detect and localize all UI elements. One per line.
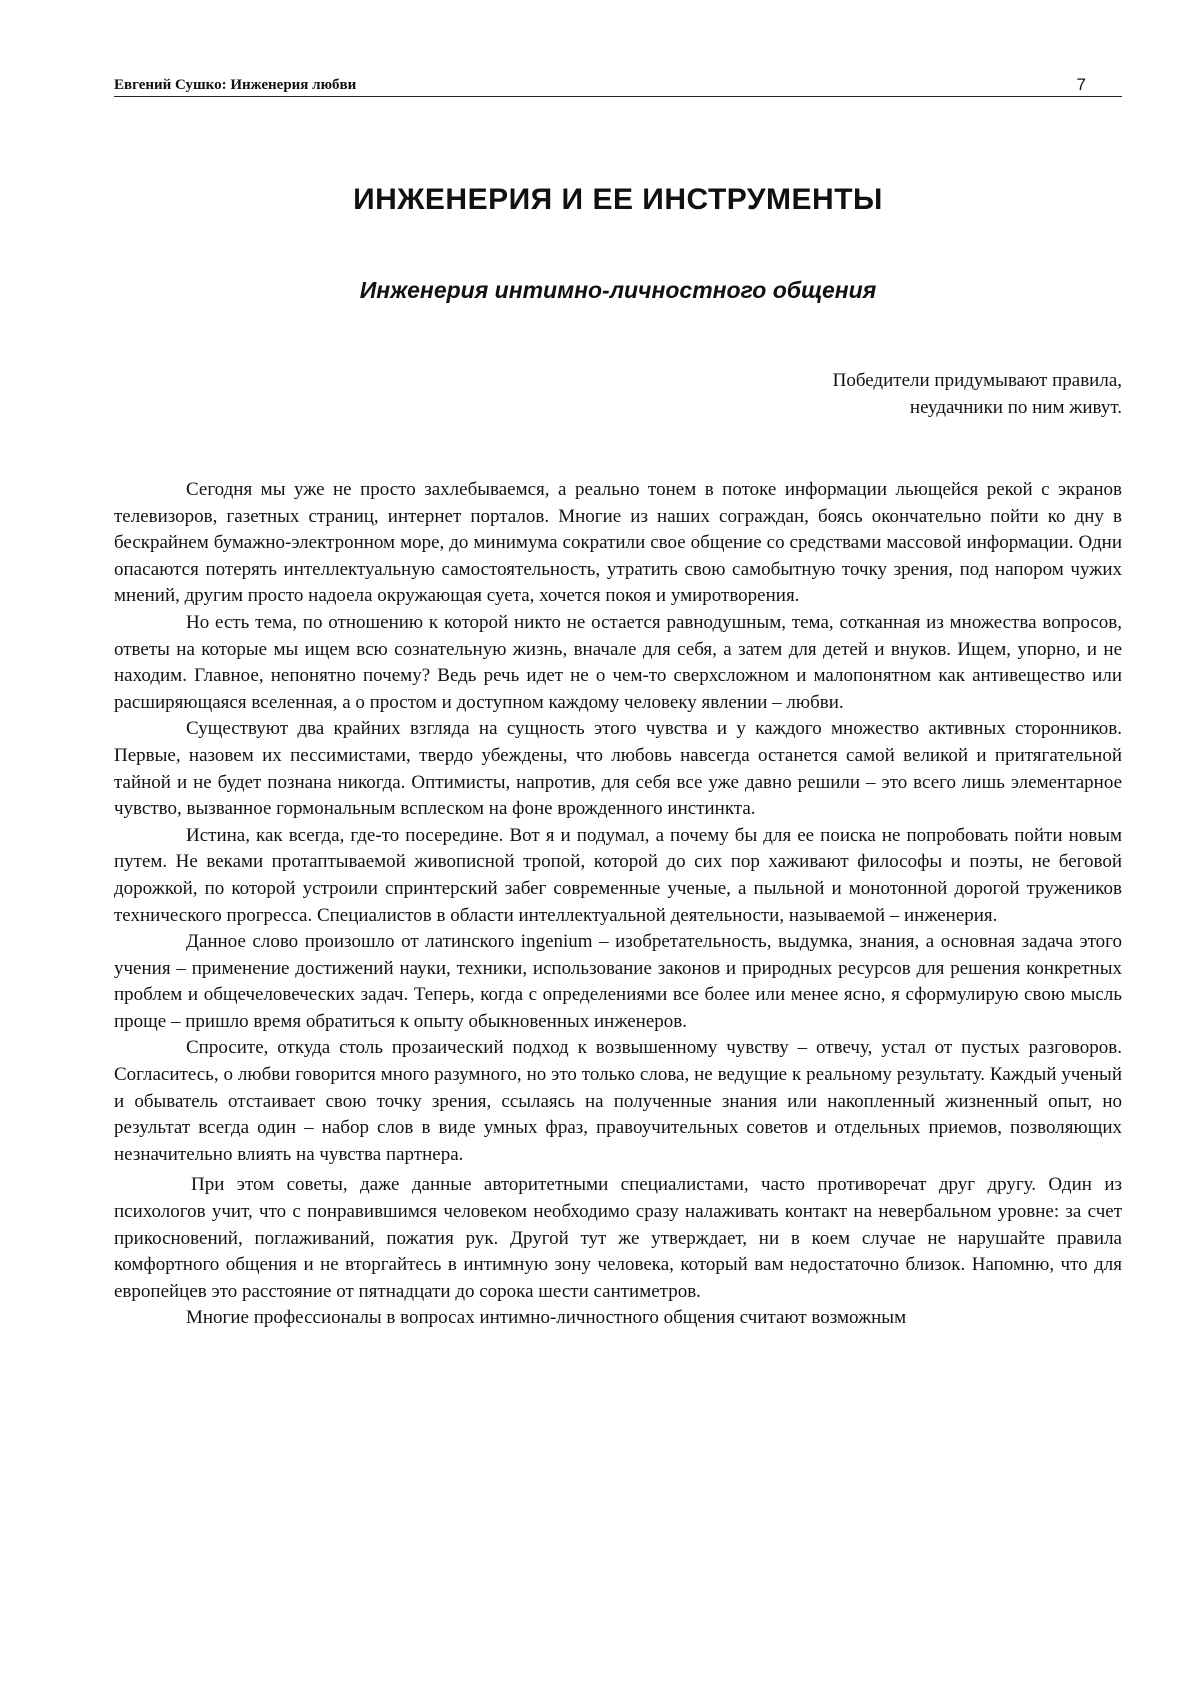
paragraph: Данное слово произошло от латинского ingenium – изобретательность, выдумка, знания, а основная задача этого учения – применение достижений науки, техники, использование законов и природных ресурсов для решения конкретных проблем и общечеловеческих задач. Теперь, когда с определениями все более или менее ясно, я сформулирую свою мысль проще – пришло время обратиться к опыту обыкновенных инженеров. [114, 931, 1122, 1032]
paragraph: Спросите, откуда столь прозаический подход к возвышенному чувству – отвечу, устал от пустых разговоров. Согласитесь, о любви говорится много разумного, но это только слова, не ведущие к реальному результату. Каждый ученый и обыватель отстаивает свою точку зрения, ссылаясь на полученные знания или накопленный жизненный опыт, но результат всегда один – набор слов в виде умных фраз, правоучительных советов и отдельных приемов, позволяющих незначительно влиять на чувства партнера. [114, 1037, 1122, 1165]
epigraph-line: неудачники по ним живут. [909, 397, 1122, 418]
page-number: 7 [1076, 75, 1086, 94]
paragraph: При этом советы, даже данные авторитетными специалистами, часто противоречат друг другу. Один из психологов учит, что с понравившимся человеком необходимо сразу налаживать контакт на невербальном уровне: за счет прикосновений, поглаживаний, пожатия рук. Другой тут же утверждает, ни в коем случае не нарушайте правила комфортного общения и не вторгайтесь в интимную зону человека, который вам недостаточно близок. Напомню, что для европейцев это расстояние от пятнадцати до сорока шести сантиметров. [114, 1174, 1122, 1302]
paragraph: Но есть тема, по отношению к которой никто не остается равнодушным, тема, сотканная из множества вопросов, ответы на которые мы ищем всю сознательную жизнь, вначале для себя, а затем для детей и внуков. Ищем, упорно, и не находим. Главное, непонятно почему? Ведь речь идет не о чем-то сверхсложном и малопонятном как антивещество или расширяющаяся вселенная, а о простом и доступном каждому человеку явлении – любви. [114, 611, 1122, 713]
running-header [114, 70, 1122, 97]
epigraph [833, 367, 1122, 421]
header-author-title: Евгений Сушко: Инженерия любви [114, 77, 357, 93]
paragraph: Существуют два крайних взгляда на сущность этого чувства и у каждого множество активных сторонников. Первые, назовем их пессимистами, твердо убеждены, что любовь навсегда останется самой великой и притягательной тайной и не будет познана никогда. Оптимисты, напротив, для себя все уже давно решили – это всего лишь элементарное чувство, вызванное гормональным всплеском на фоне врожденного инстинкта. [114, 718, 1122, 820]
epigraph-line: Победители придумывают правила, [832, 370, 1122, 391]
paragraph: Многие профессионалы в вопросах интимно-личностного общения считают возможным [186, 1307, 907, 1329]
body-text [114, 477, 1122, 1332]
section-title: Инженерия интимно-личностного общения [359, 277, 877, 303]
chapter-title: ИНЖЕНЕРИЯ И ЕЕ ИНСТРУМЕНТЫ [353, 183, 883, 216]
paragraph: Сегодня мы уже не просто захлебываемся, а реально тонем в потоке информации льющейся рекой с экранов телевизоров, газетных страниц, интернет порталов. Многие из наших сограждан, боясь окончательно пойти ко дну в бескрайнем бумажно-электронном море, до минимума сократили свое общение со средствами массовой информации. Одни опасаются потерять интеллектуальную самостоятельность, утратить свою самобытную точку зрения, под напором чужих мнений, другим просто надоела окружающая суета, хочется покоя и умиротворения. [114, 479, 1122, 607]
paragraph: Истина, как всегда, где-то посередине. Вот я и подумал, а почему бы для ее поиска не попробовать пойти новым путем. Не веками протаптываемой живописной тропой, которой до сих пор хаживают философы и поэты, не беговой дорожкой, по которой устроили спринтерский забег современные ученые, а пыльной и монотонной дорогой тружеников технического прогресса. Специалистов в области интеллектуальной деятельности, называемой – инженерия. [114, 824, 1122, 926]
